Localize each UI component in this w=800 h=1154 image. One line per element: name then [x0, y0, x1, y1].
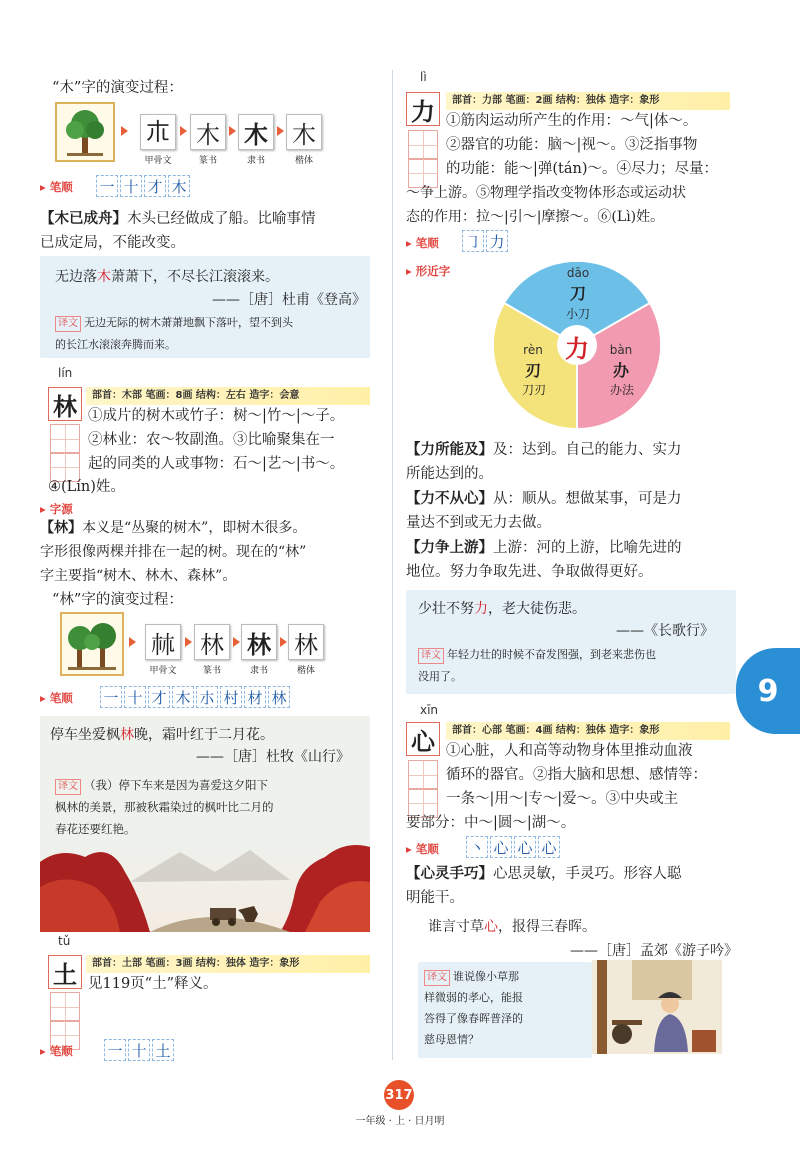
maple-landscape-illustration [40, 842, 370, 932]
stroke-step: 才 [144, 175, 166, 197]
tu-char: 土 [48, 955, 82, 989]
mother-sewing-illustration [592, 960, 722, 1054]
pie-right-word: 办法 [609, 383, 634, 397]
tree-image [55, 102, 115, 162]
lin-source: 【林】本义是“丛聚的树木”，即树木很多。 字形很像两棵并排在一起的树。现在的“林” 字主要指“树木、林木、森林”。 [40, 520, 307, 584]
li-pinyin: lì [420, 70, 427, 84]
lin-oracle-glyph: 𣏟 [145, 624, 181, 660]
poem-line: 谁言寸草心，报得三春晖。 [428, 919, 596, 935]
yiwen-badge: 译文 [55, 316, 81, 332]
stroke-step: 丶 [466, 836, 488, 858]
xin-idiom: 【心灵手巧】心思灵敏，手灵巧。形容人聪 明能干。 [406, 865, 682, 906]
poem-translation: 译文 谁说像小草那 样微弱的孝心，能报 答得了像春晖普泽的 慈母恩情？ [424, 970, 523, 1046]
li-idiom-2: 【力不从心】从：顺从。想做某事，可是力 量达不到或无力去做。 [406, 490, 682, 531]
footer-series: 一年级 · 上 · 日月明 [355, 1116, 445, 1127]
stroke-step: 心 [514, 836, 536, 858]
poem-line: 少壮不努力，老大徒伤悲。 [418, 601, 586, 617]
arrow-icon [129, 637, 136, 647]
lin-evolution-title: “林”字的演变过程： [52, 592, 183, 608]
li-info: 部首：力部 笔画：2画 结构：独体 造字：象形 [446, 92, 730, 110]
idiom-text: 木头已经做成了船。比喻事情 [127, 211, 316, 227]
stroke-step: 十 [128, 1039, 150, 1061]
xingjin-label: ▸ 形近字 [406, 264, 451, 278]
evo-label: 隶书 [249, 666, 268, 676]
stroke-step: 十 [120, 175, 142, 197]
bishun-label: ▸ 笔顺 [406, 236, 439, 250]
idiom-text: 已成定局，不能改变。 [40, 235, 185, 251]
lin-clerical-glyph: 林 [241, 624, 277, 660]
tu-pinyin: tǔ [58, 934, 71, 948]
stroke-step: 木 [172, 686, 194, 708]
bishun-label: ▸ 笔顺 [406, 842, 439, 856]
evo-label: 甲骨文 [149, 666, 177, 676]
tu-def: 见119页“土”释义。 [88, 976, 218, 992]
arrow-icon [185, 637, 192, 647]
evo-label: 篆书 [198, 156, 217, 166]
xin-def-cont: 要部分：中～|圆～|湖～。 [406, 815, 576, 831]
bishun-label: ▸ 笔顺 [40, 691, 73, 705]
mu-idiom [40, 207, 370, 255]
lin-kaishu-glyph: 林 [288, 624, 324, 660]
xin-char: 心 [406, 722, 440, 756]
pie-left-word: 刀刃 [521, 383, 546, 397]
evo-label: 楷体 [296, 666, 315, 676]
poem-line: 停车坐爱枫林晚，霜叶红于二月花。 [50, 727, 274, 743]
tianzi-grid [50, 992, 80, 1022]
poem-line: 无边落木萧萧下，不尽长江滚滚来。 [55, 269, 279, 285]
pie-top-char: 刀 [569, 284, 586, 303]
stroke-step: 一 [96, 175, 118, 197]
stroke-step: ㇆ [462, 230, 484, 252]
evo-label: 隶书 [246, 156, 265, 166]
stroke-step: 心 [538, 836, 560, 858]
li-char: 力 [406, 92, 440, 126]
li-idiom-1: 【力所能及】及：达到。自己的能力、实力 所能达到的。 [406, 441, 682, 482]
pie-right-char: 办 [612, 361, 629, 380]
mu-oracle-glyph: 𣎳 [140, 114, 176, 150]
pie-right-pinyin: bàn [609, 343, 633, 357]
poem-author: ——［唐］杜甫《登高》 [212, 292, 366, 308]
lin-pinyin: lín [58, 366, 73, 380]
lin-info: 部首：木部 笔画：8画 结构：左右 造字：会意 [86, 387, 370, 405]
evo-label: 篆书 [202, 666, 221, 676]
xin-info: 部首：心部 笔画：4画 结构：独体 造字：象形 [446, 722, 730, 740]
tu-info: 部首：土部 笔画：3画 结构：独体 造字：象形 [86, 955, 370, 973]
poem-translation: 译文 年轻力壮的时候不奋发图强，到老来悲伤也 没用了。 [418, 648, 656, 683]
stroke-step: 力 [486, 230, 508, 252]
stroke-step: 林 [268, 686, 290, 708]
yiwen-badge: 译文 [424, 970, 450, 986]
arrow-icon [277, 126, 284, 136]
evo-label: 甲骨文 [144, 156, 172, 166]
mu-kaishu-glyph: 木 [286, 114, 322, 150]
stroke-step: 村 [220, 686, 242, 708]
mu-seal-glyph: 木 [190, 114, 226, 150]
idiom-title: 【木已成舟】 [40, 210, 127, 227]
tianzi-grid [408, 130, 438, 160]
arrow-icon [280, 637, 287, 647]
stroke-step: 朩 [196, 686, 218, 708]
arrow-icon [229, 126, 236, 136]
yiwen-badge: 译文 [55, 779, 81, 795]
mu-evolution-title: “木”字的演变过程： [52, 80, 183, 96]
tianzi-grid [408, 760, 438, 790]
trees-image [60, 612, 124, 676]
poem-author: ——［唐］孟郊《游子吟》 [570, 943, 738, 959]
pie-top-pinyin: dāo [566, 266, 590, 280]
stroke-step: 十 [124, 686, 146, 708]
stroke-step: 土 [152, 1039, 174, 1061]
li-idiom-3: 【力争上游】上游：河的上游，比喻先进的 地位。努力争取先进、争取做得更好。 [406, 539, 682, 580]
stroke-step: 木 [168, 175, 190, 197]
tianzi-grid [50, 424, 80, 454]
li-def-cont: ～争上游。⑤物理学指改变物体形态或运动状 态的作用：拉～|引～|摩擦～。⑥(Lì)姓。 [406, 185, 686, 225]
poem-translation: 译文 无边无际的树木萧萧地飘下落叶，望不到头 的长江水滚滚奔腾而来。 [55, 316, 293, 351]
poem-author: ——《长歌行》 [616, 623, 714, 639]
yiwen-badge: 译文 [418, 648, 444, 664]
bishun-label: ▸ 笔顺 [40, 180, 73, 194]
evo-label: 楷体 [294, 156, 313, 166]
lin-char: 林 [48, 387, 82, 421]
arrow-icon [233, 637, 240, 647]
page-number: 317 [384, 1080, 414, 1110]
lin-seal-glyph: 林 [194, 624, 230, 660]
pie-center-char: 力 [565, 334, 589, 363]
pie-left-pinyin: rèn [523, 343, 543, 357]
column-divider [392, 70, 393, 1060]
arrow-icon [121, 126, 128, 136]
stroke-step: 心 [490, 836, 512, 858]
xin-def: ①心脏，人和高等动物身体里推动血液 循环的器官。②指大脑和思想、感情等： 一条～|用～|专～|爱～。③中央或主 [446, 743, 707, 807]
xin-pinyin: xīn [420, 703, 439, 717]
stroke-step: 材 [244, 686, 266, 708]
bishun-label: ▸ 笔顺 [40, 1044, 73, 1058]
stroke-step: 才 [148, 686, 170, 708]
pie-left-char: 刃 [524, 361, 541, 380]
stroke-step: 一 [100, 686, 122, 708]
poem-translation: 译文 （我）停下车来是因为喜爱这夕阳下 枫林的美景，那被秋霜染过的枫叶比二月的 春花还要红艳。 [55, 778, 274, 836]
lin-def-4: ④(Lín)姓。 [48, 479, 125, 495]
mu-clerical-glyph: 木 [238, 114, 274, 150]
li-def: ①筋肉运动所产生的作用：～气|体～。 ②器官的功能：脑～|视～。③泛指事物 的功能：能～|弹(tán)～。④尽力；尽量： [446, 113, 719, 177]
arrow-icon [180, 126, 187, 136]
pie-top-word: 小刀 [565, 307, 590, 321]
poem-author: ——［唐］杜牧《山行》 [196, 749, 350, 765]
ziyuan-label: ▸ 字源 [40, 502, 73, 516]
lin-def: ①成片的树木或竹子：树～|竹～|～子。 ②林业：农～牧副渔。③比喻聚集在一 起的同类的人或事物：石～|艺～|书～。 [88, 408, 345, 472]
stroke-step: 一 [104, 1039, 126, 1061]
chapter-tab: 9 [736, 648, 800, 734]
